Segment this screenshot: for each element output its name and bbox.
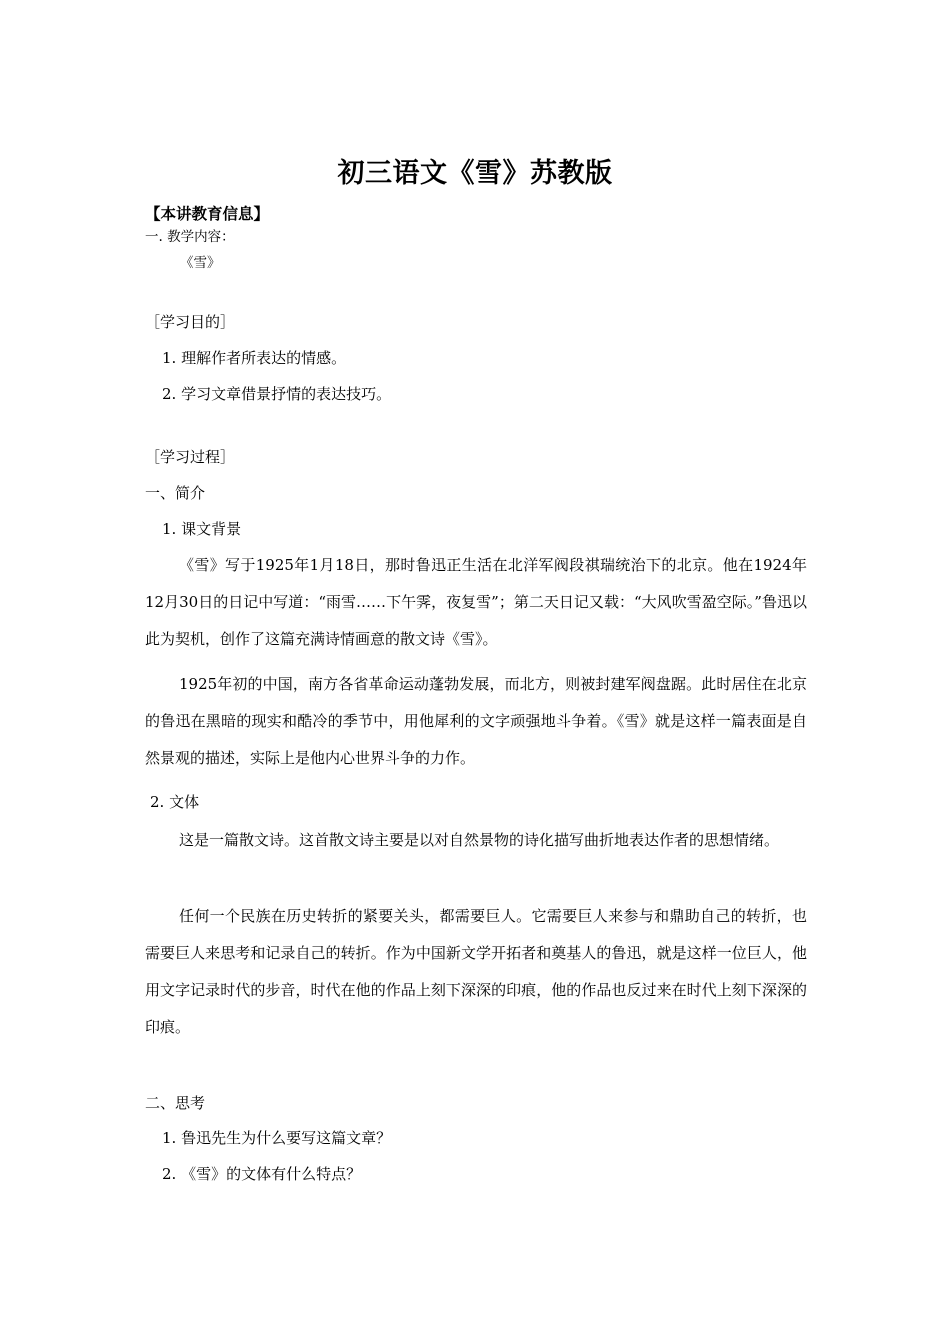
info-heading: 【本讲教育信息】 — [145, 205, 270, 223]
objective-item: 2. 学习文章借景抒情的表达技巧。 — [162, 385, 392, 403]
objective-item: 1. 理解作者所表达的情感。 — [162, 349, 347, 367]
subsection-heading: 1. 课文背景 — [162, 520, 242, 538]
section-heading: 二、思考 — [145, 1094, 206, 1112]
body-paragraph: 这是一篇散文诗。这首散文诗主要是以对自然景物的诗化描写曲折地表达作者的思想情绪。 — [179, 831, 780, 849]
body-paragraph: 《雪》写于1925年1月18日，那时鲁迅正生活在北洋军阀段祺瑞统治下的北京。他在1924年12月30日的日记中写道：“雨雪……下午霁，夜复雪”；第二天日记又载：“大风吹雪盈空际。”鲁迅以此为契机，创作了这篇充满诗情画意的散文诗《雪》。 — [145, 556, 807, 648]
document-title: 初三语文《雪》苏教版 — [337, 158, 613, 189]
body-paragraph: 1925年初的中国，南方各省革命运动蓬勃发展，而北方，则被封建军阀盘踞。此时居住在北京的鲁迅在黑暗的现实和酷冷的季节中，用他犀利的文字顽强地斗争着。《雪》就是这样一篇表面是自然景观的描述，实际上是他内心世界斗争的力作。 — [145, 675, 807, 767]
teaching-content-value: 《雪》 — [180, 255, 221, 271]
body-paragraph: 任何一个民族在历史转折的紧要关头，都需要巨人。它需要巨人来参与和鼎助自己的转折，也需要巨人来思考和记录自己的转折。作为中国新文学开拓者和奠基人的鲁迅，就是这样一位巨人，他用文字记录时代的步音，时代在他的作品上刻下深深的印痕，他的作品也反过来在时代上刻下深深的印痕。 — [145, 907, 807, 1036]
process-heading: ［学习过程］ — [145, 448, 236, 466]
section-heading: 一、简介 — [145, 484, 206, 502]
question-item: 2. 《雪》的文体有什么特点？ — [162, 1165, 362, 1183]
question-item: 1. 鲁迅先生为什么要写这篇文章？ — [162, 1129, 392, 1147]
objectives-heading: ［学习目的］ — [145, 313, 236, 331]
subsection-heading: 2. 文体 — [150, 793, 200, 811]
teaching-content-label: 一. 教学内容： — [145, 229, 235, 245]
